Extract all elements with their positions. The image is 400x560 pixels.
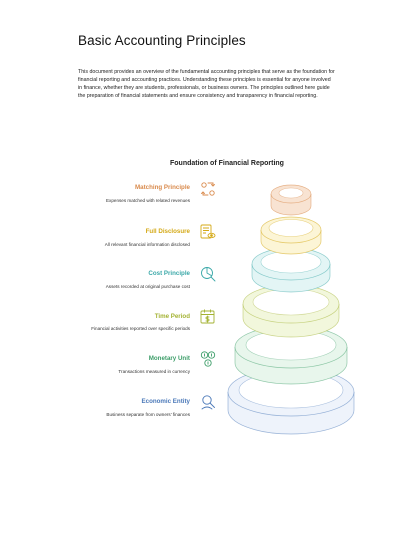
desc-full-disclosure: All relevant financial information disclosed xyxy=(104,242,190,247)
label-time-period: Time Period xyxy=(154,313,190,320)
label-full-disclosure: Full Disclosure xyxy=(145,228,190,235)
figure-title: Foundation of Financial Reporting xyxy=(170,160,284,167)
label-cost-principle: Cost Principle xyxy=(148,270,190,277)
ring-time-period xyxy=(243,285,339,337)
intro-paragraph: This document provides an overview of the fundamental accounting principles that serve as the foundation for financial reporting and accounting practices. Understanding these principles is essential for anyone involved in finance, whether they are students, professionals, or business owners. The principles outlined here guide the preparation of financial statements and ensure consistency and transparency in financial reporting. xyxy=(78,69,335,100)
desc-matching-principle: Expenses matched with related revenues xyxy=(105,198,190,203)
label-monetary-unit: Monetary Unit xyxy=(148,355,190,362)
label-matching-principle: Matching Principle xyxy=(134,184,190,191)
ring-cost-principle xyxy=(252,248,330,292)
ring-matching-principle xyxy=(271,185,311,215)
desc-time-period: Financial activities reported over specific periods xyxy=(91,326,190,331)
page-title: Basic Accounting Principles xyxy=(78,33,246,48)
ring-full-disclosure xyxy=(261,217,321,254)
desc-cost-principle: Assets recorded at original purchase cost xyxy=(105,284,190,289)
desc-monetary-unit: Transactions measured in currency xyxy=(118,369,190,374)
label-economic-entity: Economic Entity xyxy=(141,398,190,405)
desc-economic-entity: Business separate from owners' finances xyxy=(106,412,190,417)
